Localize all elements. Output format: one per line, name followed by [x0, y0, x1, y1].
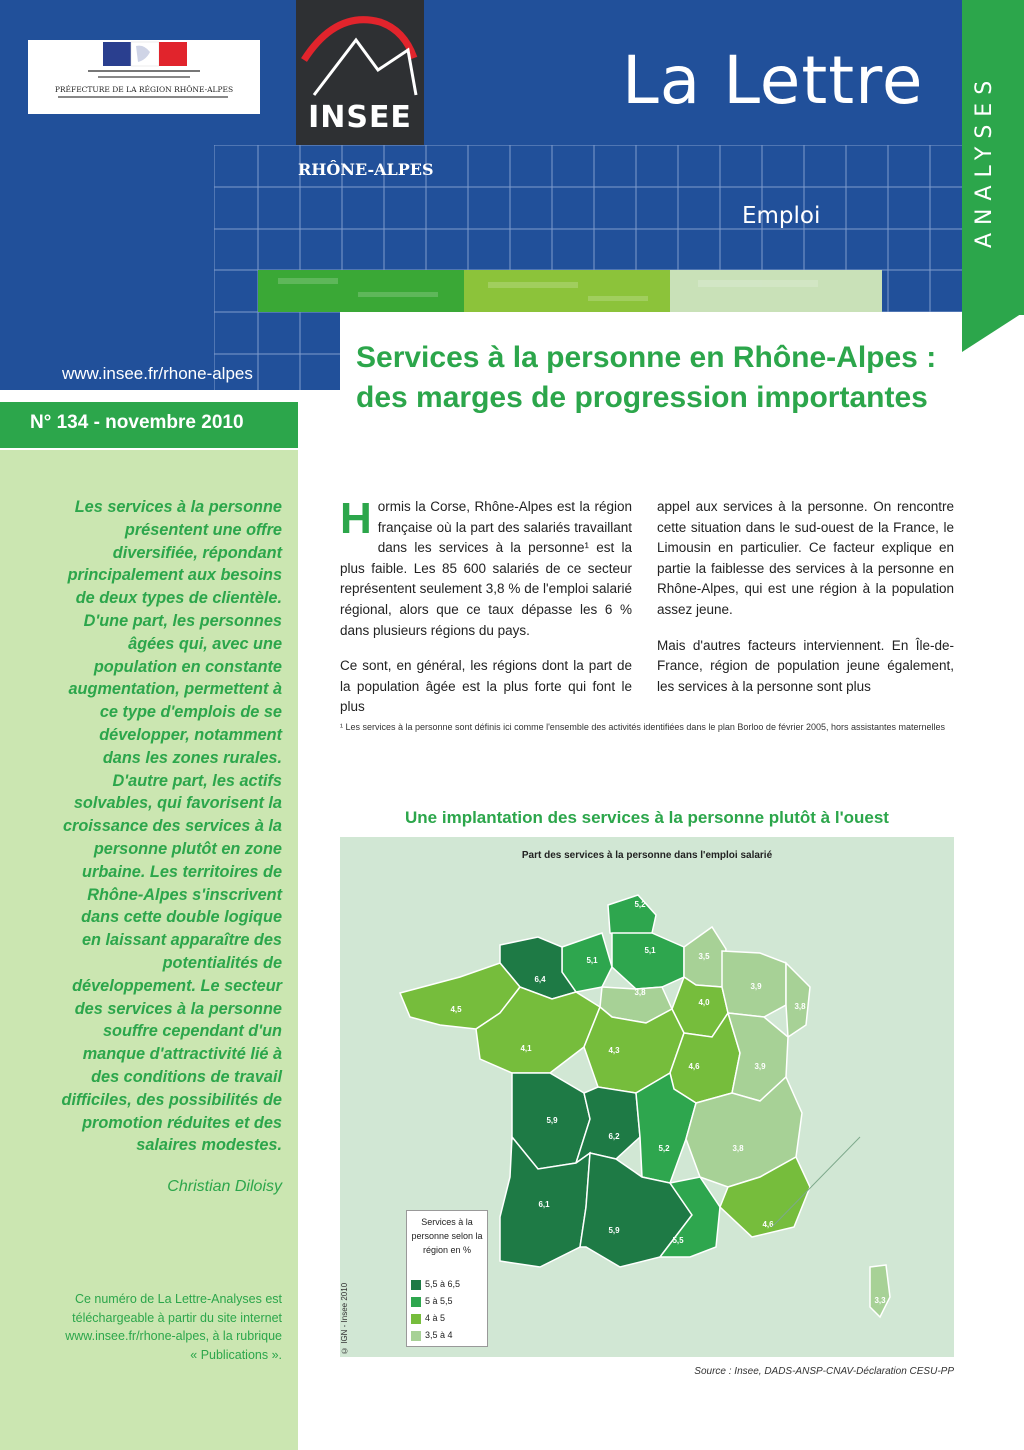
- legend-swatch: [411, 1314, 421, 1324]
- paragraph: appel aux services à la personne. On rencontre cette situation dans le sud-ouest de la France, le Limousin en particulier. Ce facteur explique en partie la faiblesse des services à la personne en Rhône-Alpes, qui est une région à la population assez jeune.: [657, 499, 954, 617]
- region-value-label: 6,1: [538, 1200, 550, 1209]
- region-value-label: 3,3: [874, 1296, 886, 1305]
- map-subtitle: Part des services à la personne dans l'emploi salarié: [521, 850, 773, 861]
- legend-item: 3,5 à 4: [411, 1328, 453, 1342]
- region-value-label: 3,8: [634, 988, 646, 997]
- map-source: Source : Insee, DADS-ANSP-CNAV-Déclaration CESU-PP: [694, 1366, 954, 1377]
- region-value-label: 3,9: [754, 1062, 766, 1071]
- insee-wordmark: INSEE: [308, 100, 412, 135]
- paragraph: Ce sont, en général, les régions dont la part de la population âgée est la plus forte qui font le plus: [340, 658, 632, 715]
- author: Christian Diloisy: [167, 1178, 282, 1195]
- region-value-label: 3,8: [732, 1144, 744, 1153]
- prefecture-name: PRÉFECTURE DE LA RÉGION RHÔNE-ALPES: [54, 85, 234, 94]
- prefecture-logo: [28, 40, 260, 114]
- region-value-label: 4,5: [450, 1005, 462, 1014]
- region-value-label: 6,4: [534, 975, 546, 984]
- region-value-label: 5,5: [672, 1236, 684, 1245]
- map-title: Une implantation des services à la personne plutôt à l'ouest: [405, 808, 889, 827]
- article-summary: Les services à la personne présentent une offre diversifiée, répondant principalement aux besoins de deux types de clientèle. D'une part, les personnes âgées qui, avec une population en constante augmentation, permettent à ce type d'emplois de se développer, notamment dans les zones rurales. D'autre part, les actifs solvables, qui favorisent la croissance des services à la personne plutôt en zone urbaine. Les territoires de Rhône-Alpes s'inscrivent dans cette double logique en laissant apparaître des potentialités de développement. Le secteur des services à la personne souffre cependant d'un manque d'attractivité lié à des conditions de travail difficiles, des possibilités de promotion réduites et des salaires modestes.: [61, 498, 282, 1155]
- region-value-label: 5,9: [546, 1116, 558, 1125]
- map-region: [870, 1265, 890, 1317]
- region-value-label: 5,1: [644, 946, 656, 955]
- region-value-label: 4,1: [520, 1044, 532, 1053]
- legend-swatch: [411, 1331, 421, 1341]
- region-value-label: 5,1: [586, 956, 598, 965]
- legend-swatch: [411, 1297, 421, 1307]
- region-value-label: 3,5: [698, 952, 710, 961]
- map-legend: [406, 1210, 488, 1347]
- region-value-label: 5,2: [658, 1144, 670, 1153]
- download-note: Ce numéro de La Lettre-Analyses est téléchargeable à partir du site internet www.insee.fr/rhone-alpes, à la rubrique « Publications ».: [65, 1292, 282, 1362]
- drop-cap: H: [340, 494, 372, 543]
- footnote: ¹ Les services à la personne sont définis ici comme l'ensemble des activités identifiées dans le plan Borloo de février 2005, hors assistantes maternelles: [340, 722, 946, 732]
- map-region: [612, 933, 684, 989]
- article-title: Services à la personne en Rhône-Alpes : des marges de progression importantes: [356, 341, 937, 414]
- map-copyright: © IGN - Insee 2010: [340, 1282, 349, 1355]
- header-photo-strip: [258, 270, 882, 312]
- paragraph: ormis la Corse, Rhône-Alpes est la région française où la part des salariés travaillant dans les services à la personne¹ est la plus faible. Les 85 600 salariés de ce secteur représentent seulement 3,8 % de l'emploi salarié régional, alors que ce taux dépasse les 6 % dans plusieurs régions du pays.: [340, 499, 632, 638]
- issue-number: N° 134 - novembre 2010: [30, 412, 244, 433]
- legend-title: Services à la personne selon la région en %: [411, 1217, 483, 1255]
- region-value-label: 4,6: [688, 1062, 700, 1071]
- series-label: ANALYSES: [972, 72, 997, 248]
- legend-item: 5 à 5,5: [411, 1294, 453, 1308]
- body-column-1: [340, 494, 632, 733]
- region-value-label: 5,2: [634, 900, 646, 909]
- body-column-2: [657, 497, 954, 712]
- publication-title: La Lettre: [622, 42, 924, 119]
- theme-label: Emploi: [742, 203, 821, 229]
- paragraph: Mais d'autres facteurs interviennent. En Île-de-France, région de population jeune également, les services à la personne sont plus: [657, 637, 954, 694]
- legend-item: 5,5 à 6,5: [411, 1277, 460, 1291]
- region-value-label: 5,9: [608, 1226, 620, 1235]
- region-value-label: 6,2: [608, 1132, 620, 1141]
- region-value-label: 4,6: [762, 1220, 774, 1229]
- region-name: RHÔNE-ALPES: [298, 160, 434, 179]
- region-value-label: 4,0: [698, 998, 710, 1007]
- website-url[interactable]: www.insee.fr/rhone-alpes: [62, 364, 253, 383]
- region-value-label: 3,9: [750, 982, 762, 991]
- legend-swatch: [411, 1280, 421, 1290]
- legend-item: 4 à 5: [411, 1311, 445, 1325]
- map-region: [786, 963, 810, 1037]
- region-value-label: 3,8: [794, 1002, 806, 1011]
- analyses-band-tip: [962, 312, 1024, 352]
- region-value-label: 4,3: [608, 1046, 620, 1055]
